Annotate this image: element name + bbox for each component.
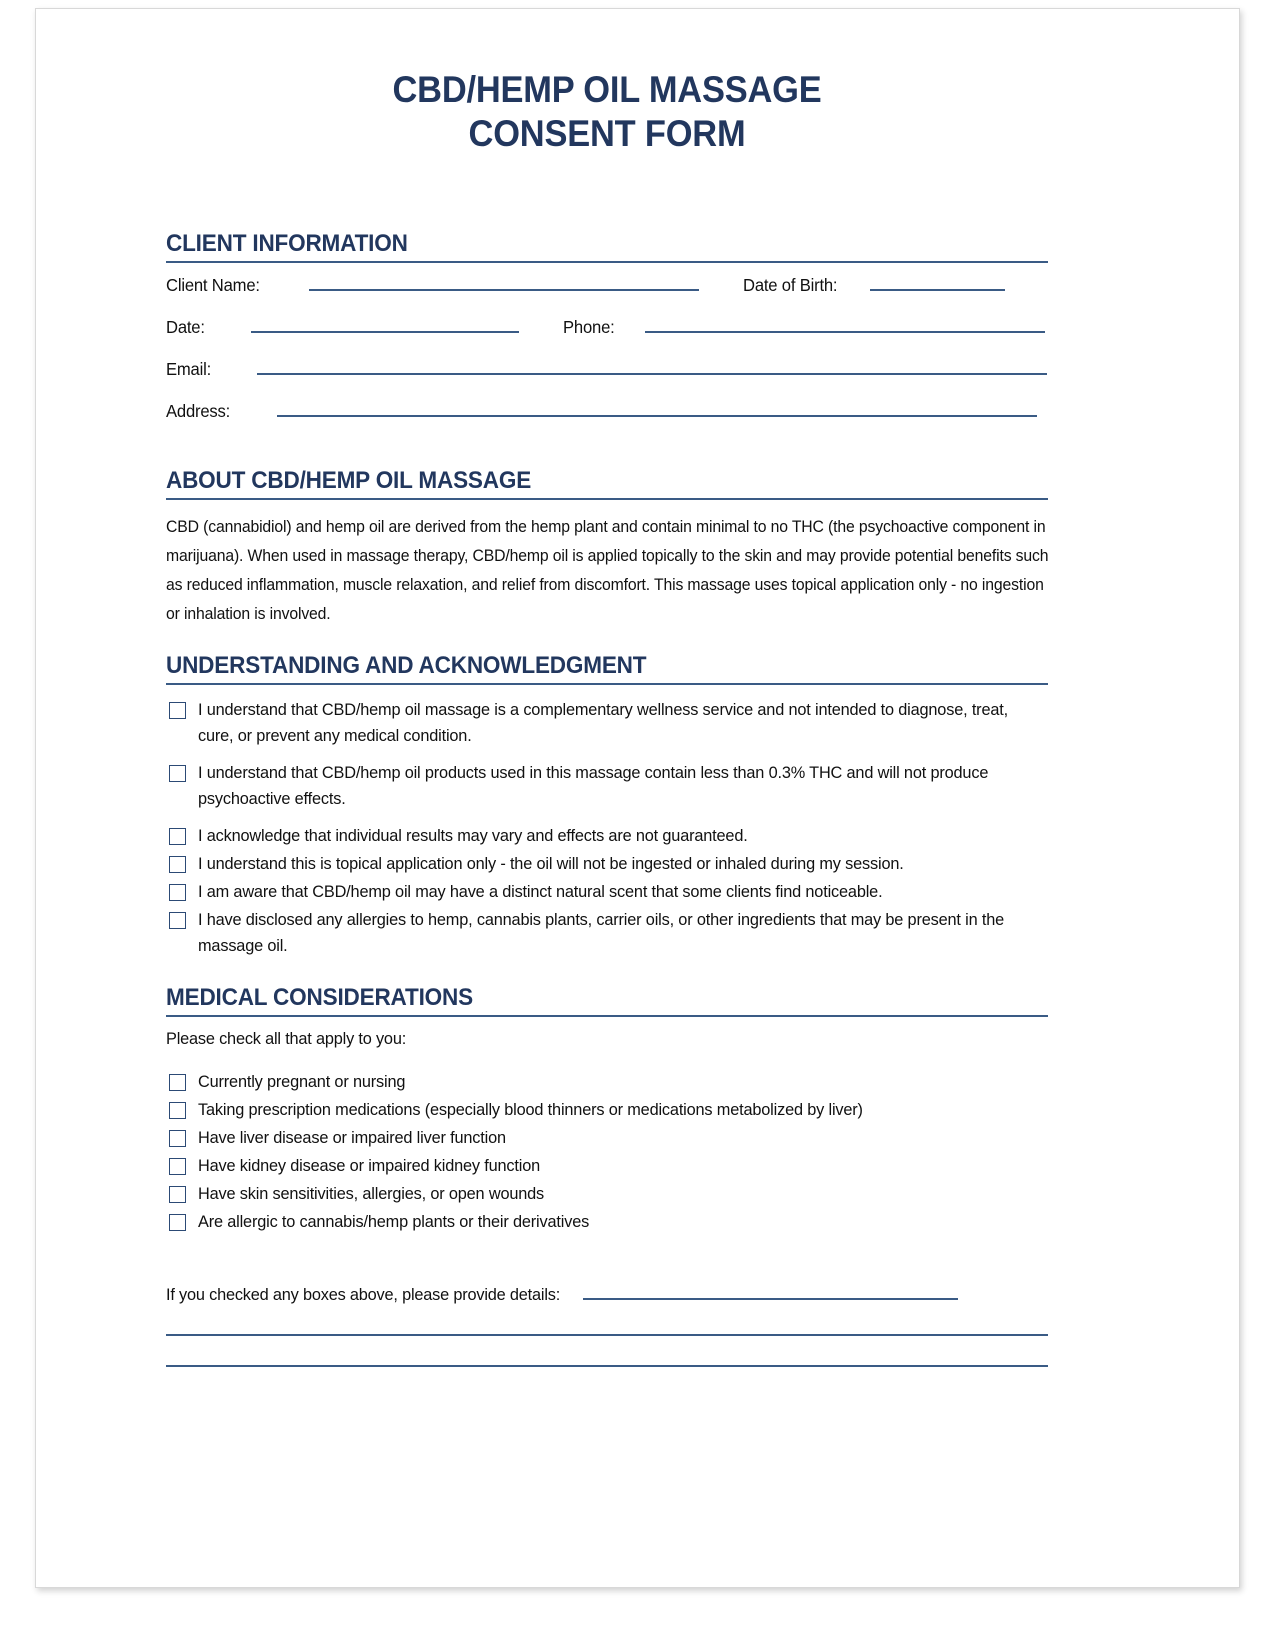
page-title-line-2: CONSENT FORM <box>468 113 746 154</box>
checkbox-icon[interactable] <box>169 765 186 782</box>
checkbox-icon[interactable] <box>169 912 186 929</box>
input-client-name[interactable] <box>309 275 699 291</box>
list-item[interactable] <box>166 907 1048 959</box>
section-heading-understanding: UNDERSTANDING AND ACKNOWLEDGMENT <box>166 652 647 679</box>
section-divider <box>166 1015 1048 1017</box>
label-email: Email: <box>166 359 212 379</box>
page-title <box>197 64 1017 156</box>
list-item[interactable] <box>166 1069 1048 1094</box>
document-content <box>166 64 1048 1367</box>
details-prompt-label: If you checked any boxes above, please provide details: <box>166 1285 561 1304</box>
label-date: Date: <box>166 317 205 337</box>
list-item-label: Have skin sensitivities, allergies, or open wounds <box>198 1184 545 1203</box>
input-details-line-2[interactable] <box>166 1334 1048 1336</box>
list-item[interactable] <box>166 760 1048 812</box>
list-item-label: Have kidney disease or impaired kidney function <box>198 1156 541 1175</box>
list-item-label: I understand that CBD/hemp oil massage is a complementary wellness service and not intended to diagnose, treat, cure, or prevent any medical condition. <box>198 700 1008 745</box>
checkbox-icon[interactable] <box>169 1130 186 1147</box>
input-phone[interactable] <box>645 317 1045 333</box>
field-row-name-dob <box>166 275 1048 317</box>
checkbox-icon[interactable] <box>169 1074 186 1091</box>
input-email[interactable] <box>257 359 1047 375</box>
checkbox-icon[interactable] <box>169 828 186 845</box>
list-item[interactable] <box>166 1125 1048 1150</box>
label-address: Address: <box>166 401 231 421</box>
checkbox-icon[interactable] <box>169 1102 186 1119</box>
medical-instruction: Please check all that apply to you: <box>166 1029 407 1048</box>
input-details-line-3[interactable] <box>166 1365 1048 1367</box>
list-item-label: I have disclosed any allergies to hemp, cannabis plants, carrier oils, or other ingredients that may be present in the massage oil. <box>198 910 1005 955</box>
input-details-line-1[interactable] <box>583 1284 958 1300</box>
section-divider <box>166 498 1048 500</box>
label-client-name: Client Name: <box>166 275 260 295</box>
list-item-label: Are allergic to cannabis/hemp plants or their derivatives <box>198 1212 590 1231</box>
field-row-address <box>166 401 1048 443</box>
list-item[interactable] <box>166 1153 1048 1178</box>
list-item[interactable] <box>166 851 1048 876</box>
understanding-checklist <box>166 697 1048 959</box>
list-item-label: Have liver disease or impaired liver function <box>198 1128 506 1147</box>
section-heading-medical: MEDICAL CONSIDERATIONS <box>166 984 473 1011</box>
paper-sheet <box>35 8 1240 1588</box>
checkbox-icon[interactable] <box>169 1214 186 1231</box>
page-title-line-1: CBD/HEMP OIL MASSAGE <box>392 69 822 110</box>
list-item[interactable] <box>166 697 1048 749</box>
field-row-email <box>166 359 1048 401</box>
checkbox-icon[interactable] <box>169 1186 186 1203</box>
section-divider <box>166 683 1048 685</box>
list-item[interactable] <box>166 1097 1048 1122</box>
input-date-of-birth[interactable] <box>870 275 1005 291</box>
section-heading-client-information: CLIENT INFORMATION <box>166 230 408 257</box>
list-item[interactable] <box>166 1209 1048 1234</box>
field-row-date-phone <box>166 317 1048 359</box>
about-paragraph: CBD (cannabidiol) and hemp oil are derived from the hemp plant and contain minimal to no THC (the psychoactive component in marijuana). When used in massage therapy, CBD/hemp oil is applied topically to the skin and may provide potential benefits such as reduced inflammation, muscle relaxation, and relief from discomfort. This massage uses topical application only - no ingestion or inhalation is involved. <box>166 517 1049 623</box>
section-client-information <box>166 230 1048 443</box>
list-item[interactable] <box>166 1181 1048 1206</box>
list-item-label: Taking prescription medications (especially blood thinners or medications metabolized by liver) <box>198 1100 863 1119</box>
checkbox-icon[interactable] <box>169 702 186 719</box>
label-phone: Phone: <box>562 317 615 337</box>
list-item-label: I acknowledge that individual results may vary and effects are not guaranteed. <box>198 826 748 845</box>
section-about <box>166 467 1048 628</box>
section-heading-about: ABOUT CBD/HEMP OIL MASSAGE <box>166 467 532 494</box>
list-item[interactable] <box>166 823 1048 848</box>
details-prompt-row <box>166 1284 1048 1305</box>
section-understanding <box>166 652 1048 959</box>
medical-checklist <box>166 1069 1048 1234</box>
input-date[interactable] <box>251 317 519 333</box>
section-medical-considerations <box>166 984 1048 1367</box>
checkbox-icon[interactable] <box>169 884 186 901</box>
checkbox-icon[interactable] <box>169 856 186 873</box>
list-item-label: I understand that CBD/hemp oil products used in this massage contain less than 0.3% THC and will not produce psychoactive effects. <box>198 763 989 808</box>
list-item-label: I understand this is topical application only - the oil will not be ingested or inhaled during my session. <box>198 854 904 873</box>
section-divider <box>166 261 1048 263</box>
list-item-label: Currently pregnant or nursing <box>198 1072 406 1091</box>
label-date-of-birth: Date of Birth: <box>742 275 838 295</box>
list-item-label: I am aware that CBD/hemp oil may have a distinct natural scent that some clients find noticeable. <box>198 882 883 901</box>
input-address[interactable] <box>277 401 1037 417</box>
list-item[interactable] <box>166 879 1048 904</box>
checkbox-icon[interactable] <box>169 1158 186 1175</box>
